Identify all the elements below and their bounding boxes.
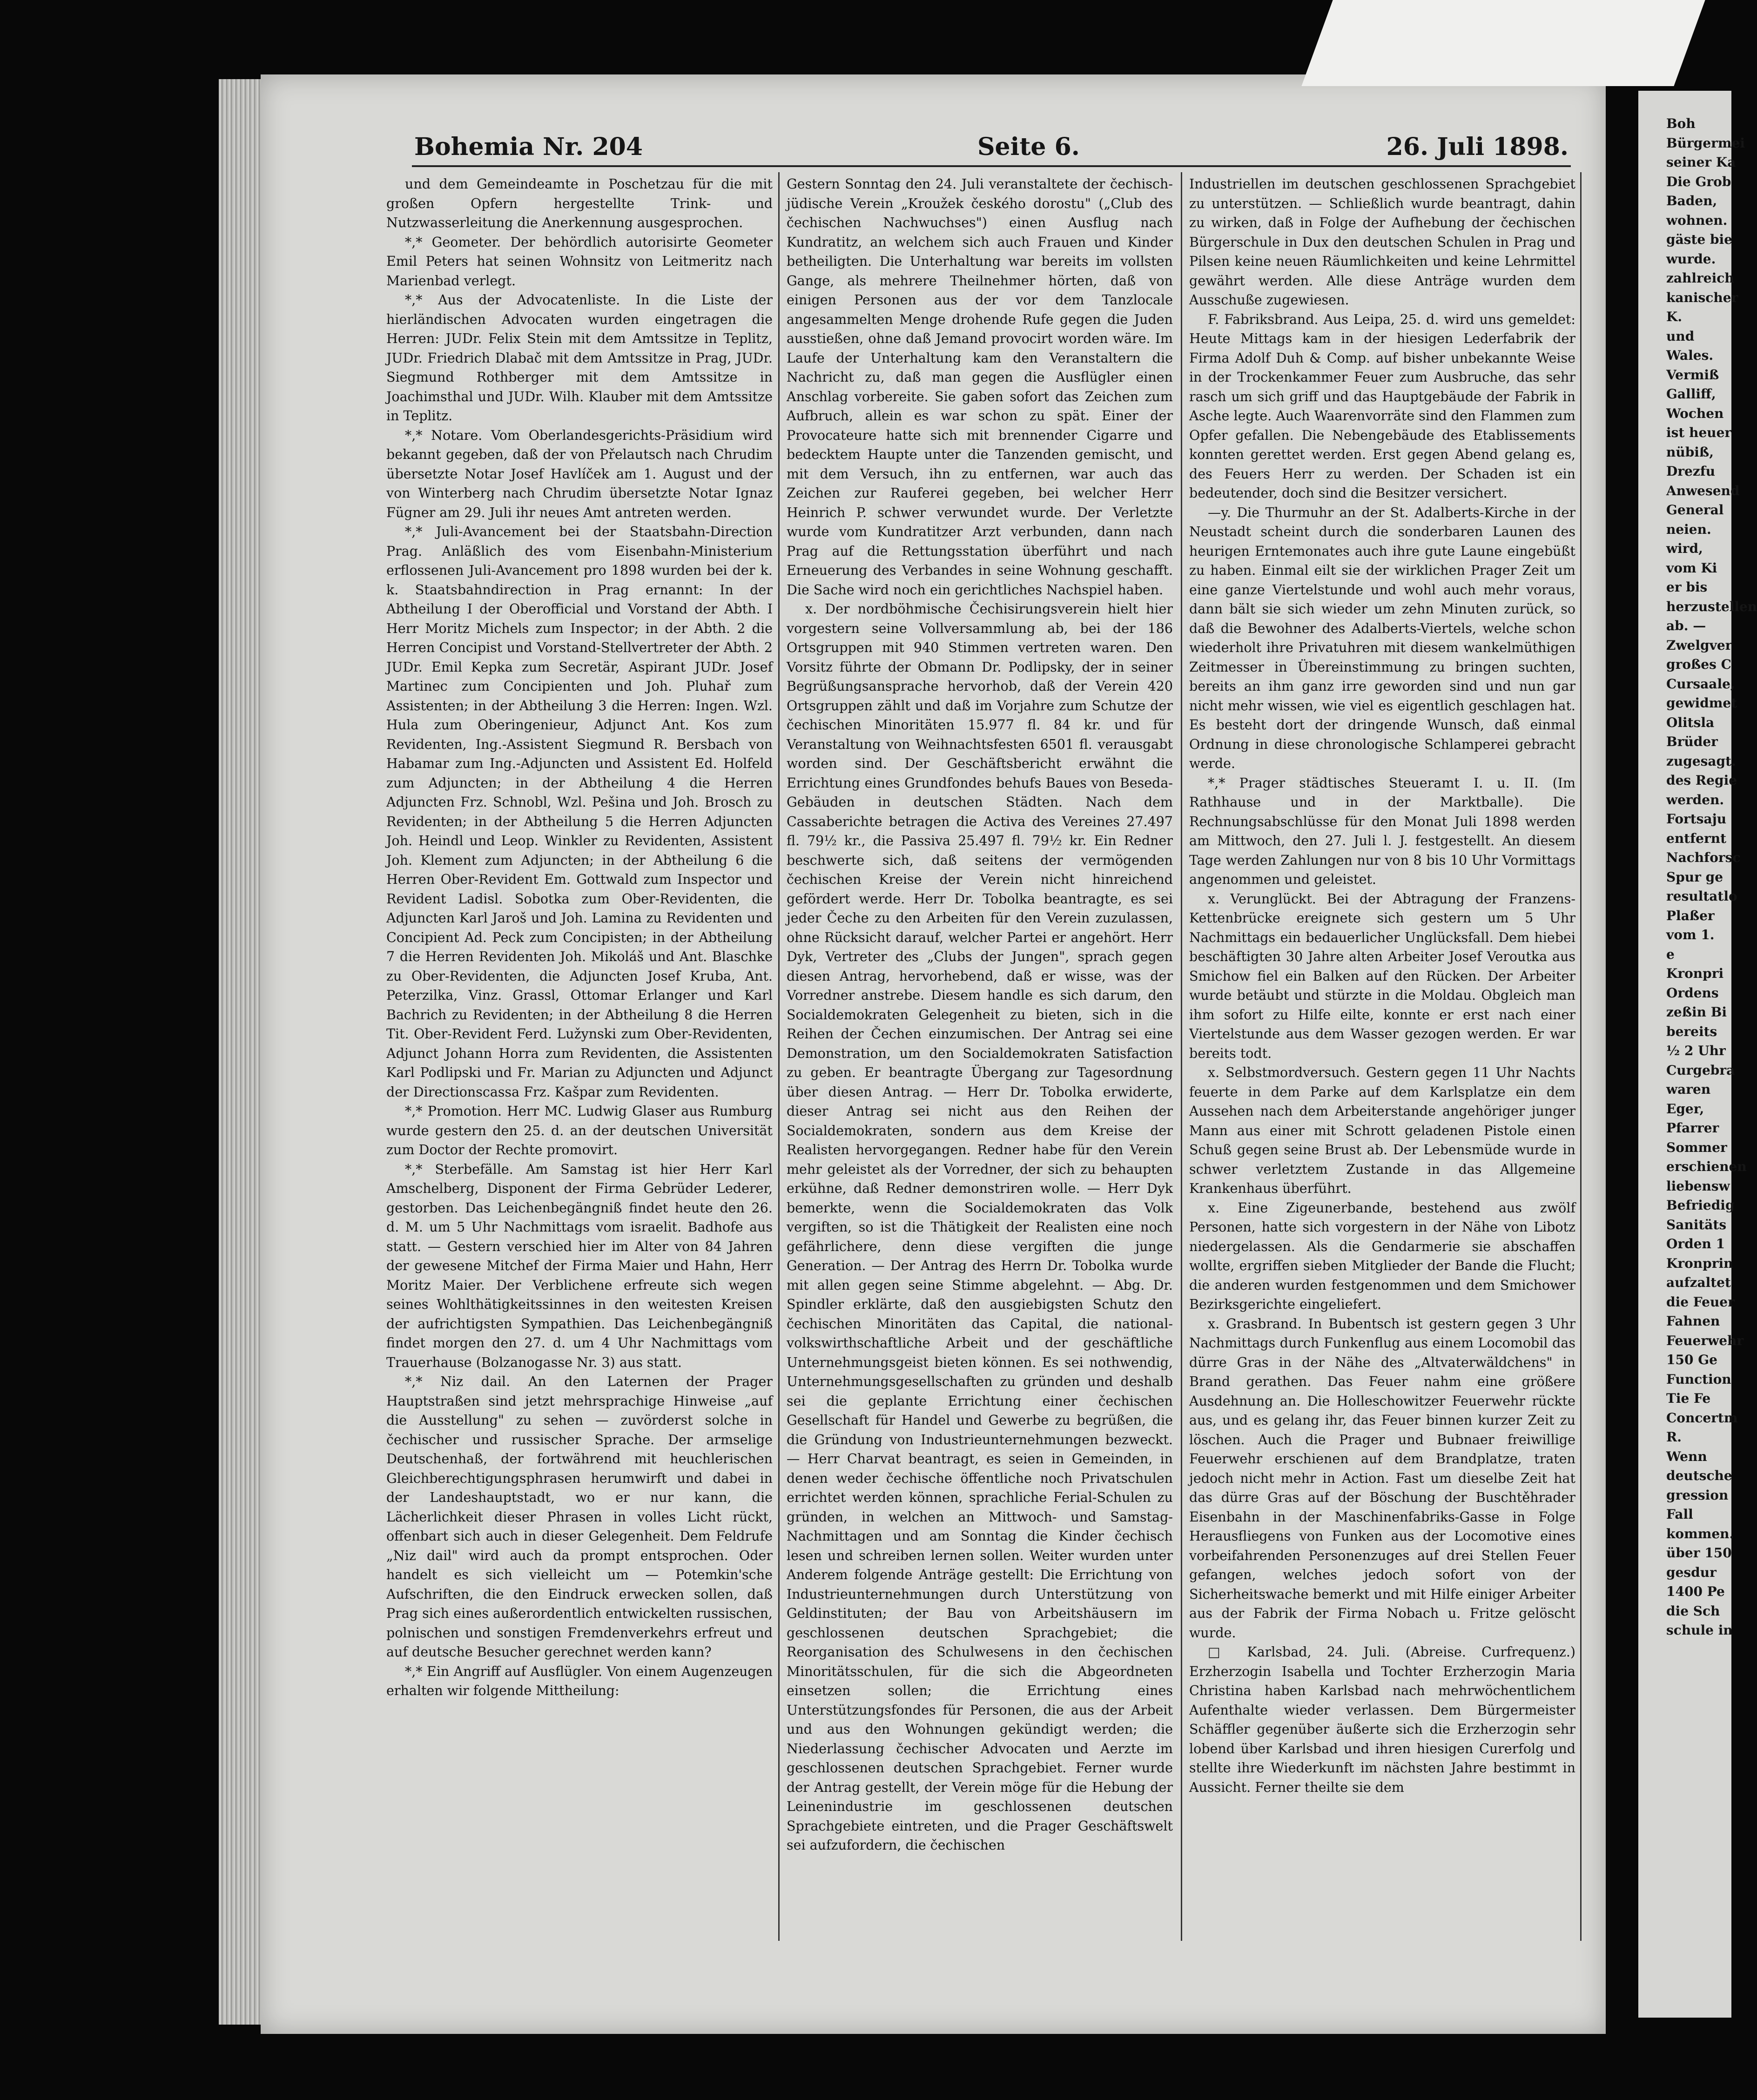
- article-paragraph: *,* Promotion. Herr MC. Ludwig Glaser aus Rumburg wurde gestern den 25. d. an der deutschen Universität zum Doctor der Rechte promovirt.: [386, 1104, 773, 1158]
- facing-page-line: resultatlo: [1666, 888, 1737, 904]
- facing-page-line: Nachforsc: [1666, 850, 1741, 865]
- facing-page-line: e: [1666, 946, 1675, 962]
- facing-page-line: Die Grob: [1666, 174, 1731, 189]
- article-paragraph: *,* Aus der Advocatenliste. In die Liste der hierländischen Advocaten wurden eingetragen die Herren: JUDr. Felix Stein mit dem Amtssitze in Teplitz, JUDr. Friedrich Dlabač mit dem Amtssitze in Prag, JUDr. Siegmund Rothberger mit dem Amtssitze in Joachimsthal und JUDr. Wilh. Klauber mit dem Amtssitze in Teplitz.: [386, 292, 773, 424]
- facing-page-line: Brüder: [1666, 734, 1718, 749]
- facing-page-line: Sommer: [1666, 1139, 1727, 1155]
- facing-page-line: Tie Fe: [1666, 1391, 1711, 1406]
- column-3: [1189, 175, 1575, 1934]
- facing-page-line: wurde.: [1666, 251, 1716, 267]
- header-rule: [412, 165, 1571, 167]
- facing-page-line: herzustellen: [1666, 599, 1757, 614]
- facing-page-line: Kronprin: [1666, 1255, 1733, 1271]
- article-paragraph: —y. Die Thurmuhr an der St. Adalberts-Kirche in der Neustadt scheint durch die sonderbaren Launen des heurigen Erntemonates auch ihre gute Laune eingebüßt zu haben. Einmal eilt sie der wirklichen Prager Zeit um eine ganze Viertelstunde und wohl auch mehr voraus, dann bält sie sich wieder um zehn Minuten zurück, so daß die Bewohner des Adalberts-Viertels, welche schon wiederholt ihre Privatuhren mit diesem wankelmüthigen Zeitmesser in Übereinstimmung zu bringen suchten, bereits an ihm ganz irre geworden sind und nun gar nicht mehr wissen, wie viel es eigentlich geschlagen hat. Es besteht dort der dringende Wunsch, daß einmal Ordnung in diese chronologische Schlamperei gebracht werde.: [1189, 505, 1575, 771]
- facing-page-line: über 150: [1666, 1545, 1732, 1561]
- column-2: [787, 175, 1173, 1934]
- facing-page-line: seiner Ka: [1666, 155, 1736, 170]
- facing-page-line: 1400 Pe: [1666, 1584, 1725, 1599]
- facing-page-line: bereits: [1666, 1023, 1717, 1039]
- facing-page-line: nübiß,: [1666, 444, 1714, 460]
- facing-page-line: wohnen.: [1666, 212, 1728, 228]
- article-paragraph: und dem Gemeindeamte in Poschetzau für die mit großen Opfern hergestellte Trink- und Nutzwasserleitung die Anerkennung ausgesprochen.: [386, 176, 773, 230]
- facing-page-line: Kronpri: [1666, 966, 1724, 981]
- facing-page-line: Drezfu: [1666, 464, 1716, 479]
- facing-page-line: Olitsla: [1666, 714, 1715, 730]
- article-paragraph: *,* Juli-Avancement bei der Staatsbahn-Direction Prag. Anläßlich des vom Eisenbahn-Ministerium erflossenen Juli-Avancement pro 1898 wurden bei der k. k. Staatsbahndirection in Prag ernannt: In der Abtheilung I der Oberofficial und Vorstand der Abth. I Herr Moritz Michels zum Inspector; in der Abth. 2 die Herren Concipist und Vorstand-Stellvertreter der Abth. 2 JUDr. Emil Kepka zum Secretär, Aspirant JUDr. Josef Martinec zum Concipienten und Joh. Pluhař zum Assistenten; in der Abtheilung 3 die Herren: Ingen. Wzl. Hula zum Oberingenieur, Adjunct Ant. Kos zum Revidenten, Ing.-Assistent Siegmund R. Bersbach von Habamar zum Ing.-Adjuncten und Assistent Ed. Holfeld zum Adjuncten; in der Abtheilung 4 die Herren Adjuncten Frz. Schnobl, Wzl. Pešina und Joh. Brosch zu Revidenten; in der Abtheilung 5 die Herren Adjuncten Joh. Heindl und Leop. Winkler zu Revidenten, Assistent Joh. Klement zum Adjuncten; in der Abtheilung 6 die Herren Ober-Revident Em. Gottwald zum Inspector und Revident Ladisl. Sobotka zum Ober-Revidenten, die Adjuncten Karl Jaroš und Joh. Lamina zu Revidenten und Concipient Ad. Peck zum Concipisten; in der Abtheilung 7 die Herren Revidenten Joh. Mikoláš und Ant. Blaschke zu Ober-Revidenten, die Adjuncten Josef Kruba, Ant. Peterzilka, Vinz. Grassl, Ottomar Erlanger und Karl Bachrich zu Revidenten; in der Abtheilung 8 die Herren Tit. Ober-Revident Ferd. Lužynski zum Ober-Revidenten, Adjunct Johann Horra zum Revidenten, die Assistenten Karl Podlipski und Fr. Marian zu Adjuncten und Adjunct der Directionscassa Frz. Kašpar zum Revidenten.: [386, 524, 773, 1100]
- issue-date: 26. Juli 1898.: [1386, 133, 1569, 161]
- facing-page-line: er bis: [1666, 579, 1708, 595]
- facing-page-line: Sanitäts: [1666, 1217, 1727, 1232]
- facing-page-line: wird,: [1666, 541, 1703, 556]
- facing-page-line: ist heuer: [1666, 425, 1732, 440]
- facing-page-line: liebensw: [1666, 1178, 1730, 1194]
- facing-page-line: Wochen: [1666, 405, 1724, 421]
- facing-page-line: Boh: [1666, 116, 1696, 131]
- facing-page-line: zahlreich: [1666, 270, 1734, 286]
- article-paragraph: Gestern Sonntag den 24. Juli veranstaltete der čechisch-jüdische Verein „Kroužek českého dorostu" („Club des čechischen Nachwuchses") einen Ausflug nach Kundratitz, an welchem sich auch Frauen und Kinder betheiligten. Die Unterhaltung war bereits im vollsten Gange, als mehrere Theilnehmer hörten, daß von einigen Personen aus der vor dem Tanzlocale angesammelten Menge drohende Rufe gegen die Juden ausstießen, ohne daß Jemand provocirt worden wäre. Im Laufe der Unterhaltung kam den Veranstaltern die Nachricht zu, daß man gegen die Ausflügler einen Anschlag vorbereite. Sie gaben sofort das Zeichen zum Aufbruch, allein es war schon zu spät. Einer der Provocateure hatte sich mit brennender Cigarre und bedecktem Haupte unter die Tanzenden gemischt, und mit dem Versuch, ihn zu entfernen, war auch das Zeichen zur Rauferei gegeben, bei welcher Herr Heinrich P. schwer verwundet wurde. Der Verletzte wurde vom Kundratitzer Arzt verbunden, dann nach Prag auf die Rettungsstation überführt und nach Erneuerung des Verbandes in seine Wohnung geschafft. Die Sache wird noch ein gerichtliches Nachspiel haben.: [787, 176, 1173, 598]
- article-paragraph: F. Fabriksbrand. Aus Leipa, 25. d. wird uns gemeldet: Heute Mittags kam in der hiesigen Lederfabrik der Firma Adolf Duh & Comp. auf bisher unbekannte Weise in der Trockenkammer Feuer zum Ausbruche, das sehr rasch um sich griff und das Hauptgebäude der Fabrik in Asche legte. Auch Waarenvorräte sind den Flammen zum Opfer gefallen. Die Nebengebäude des Etablissements konnten gerettet werden. Erst gegen Abend gelang es, des Feuers Herr zu werden. Der Schaden ist ein bedeutender, doch sind die Besitzer versichert.: [1189, 311, 1575, 501]
- facing-page-line: Wenn: [1666, 1448, 1707, 1464]
- facing-page-line: zeßin Bi: [1666, 1004, 1727, 1020]
- facing-page-line: Fall: [1666, 1507, 1693, 1522]
- article-paragraph: *,* Niz dail. An den Laternen der Prager Hauptstraßen sind jetzt mehrsprachige Hinweise „auf die Ausstellung" zu sehen — zuvörderst solche in čechischer und russischer Sprache. Der armselige Deutschenhaß, der fortwährend mit heuchlerischen Gleichberechtigungsphrasen herumwirft und dabei in der Landeshauptstadt, wo er nur kann, die Lächerlichkeit dieser Phrasen in volles Licht rückt, offenbart sich auch in dieser Gelegenheit. Dem Feldrufe „Niz dail" wird auch da prompt entsprochen. Oder handelt es sich vielleicht um — Potemkin'sche Aufschriften, die den Eindruck erwecken sollen, daß Prag sich eines außerordentlich entwickelten russischen, polnischen und sonstigen Fremdenverkehrs erfreut und auf deutsche Besucher gerechnet werden kann?: [386, 1374, 773, 1660]
- column-divider: [1580, 172, 1582, 1941]
- facing-page-line: entfernt: [1666, 830, 1727, 846]
- facing-page-line: vom Ki: [1666, 560, 1717, 576]
- facing-page-line: kanischer: [1666, 289, 1738, 305]
- facing-page-line: Ordens: [1666, 985, 1719, 1001]
- facing-page-line: vom 1.: [1666, 927, 1715, 942]
- facing-page-line: Pfarrer: [1666, 1120, 1719, 1136]
- facing-page-line: gesdur: [1666, 1564, 1717, 1580]
- article-paragraph: *,* Ein Angriff auf Ausflügler. Von einem Augenzeugen erhalten wir folgende Mittheilung:: [386, 1663, 773, 1698]
- column-1: [386, 175, 773, 1934]
- page-number: Seite 6.: [977, 133, 1080, 161]
- facing-page-line: General: [1666, 502, 1724, 518]
- facing-page-line: 150 Ge: [1666, 1352, 1717, 1367]
- facing-page-line: K.: [1666, 309, 1683, 324]
- facing-page-line: Orden 1: [1666, 1236, 1725, 1252]
- article-paragraph: x. Eine Zigeunerbande, bestehend aus zwölf Personen, hatte sich vorgestern in der Nähe von Libotz niedergelassen. Als die Gendarmerie sie abschaffen wollte, ergriffen sieben Mitglieder der Bande die Flucht; die anderen wurden festgenommen und dem Smichower Bezirksgerichte eingeliefert.: [1189, 1200, 1575, 1312]
- facing-page-line: Vermiß: [1666, 367, 1719, 383]
- column-divider: [778, 172, 780, 1941]
- facing-page-fragments: [1666, 114, 1757, 1640]
- facing-page-line: Concertm: [1666, 1410, 1738, 1426]
- facing-page-line: Spur ge: [1666, 869, 1723, 885]
- facing-page-line: Anwesend: [1666, 483, 1740, 498]
- facing-page-line: kommen.: [1666, 1526, 1734, 1541]
- article-paragraph: *,* Geometer. Der behördlich autorisirte Geometer Emil Peters hat seinen Wohnsitz von Leitmeritz nach Marienbad verlegt.: [386, 234, 773, 289]
- facing-page-line: des Regie: [1666, 773, 1737, 788]
- facing-page-line: R.: [1666, 1429, 1682, 1445]
- facing-page-line: aufzaltet: [1666, 1275, 1731, 1290]
- facing-page-line: werden.: [1666, 792, 1724, 808]
- book-edge: [219, 79, 265, 2025]
- facing-page-line: Befriedig: [1666, 1198, 1735, 1213]
- facing-page-line: Fahnen: [1666, 1313, 1720, 1329]
- facing-page-line: ½ 2 Uhr: [1666, 1043, 1726, 1058]
- article-paragraph: x. Verunglückt. Bei der Abtragung der Franzens-Kettenbrücke ereignete sich gestern um 5 Uhr Nachmittags ein bedauerlicher Unglücksfall. Dem hiebei beschäftigten 30 Jahre alten Arbeiter Josef Veroutka aus Smichow fiel ein Balken auf den Rücken. Der Arbeiter wurde betäubt und stürzte in die Moldau. Obgleich man ihm sofort zu Hilfe eilte, konnte er erst nach einer Viertelstunde aus dem Wasser gezogen werden. Er war bereits todt.: [1189, 891, 1575, 1061]
- facing-page-line: Zwelgver: [1666, 637, 1732, 653]
- article-paragraph: x. Selbstmordversuch. Gestern gegen 11 Uhr Nachts feuerte in dem Parke auf dem Karlsplatze ein dem Aussehen nach dem Arbeiterstande angehöriger junger Mann aus einer mit Schrott geladenen Pistole einen Schuß gegen seine Brust ab. Der Lebensmüde wurde in schwer verletztem Zustande in das Allgemeine Krankenhaus überführt.: [1189, 1065, 1575, 1196]
- article-paragraph: *,* Notare. Vom Oberlandesgerichts-Präsidium wird bekannt gegeben, daß der von Přelautsch nach Chrudim übersetzte Notar Josef Havlíček am 1. August und der von Winterberg nach Chrudim übersetzte Notar Ignaz Fügner am 29. Juli ihr neues Amt antreten werden.: [386, 427, 773, 520]
- article-paragraph: □ Karlsbad, 24. Juli. (Abreise. Curfrequenz.) Erzherzogin Isabella und Tochter Erzherzogin Maria Christina haben Karlsbad nach mehrwöchentlichem Aufenthalte wieder verlassen. Dem Bürgermeister Schäffler gegenüber äußerte sich die Erzherzogin sehr lobend über Karlsbad und ihren hiesigen Curerfolg und stellte ihre Wiederkunft im nächsten Jahre bestimmt in Aussicht. Ferner theilte sie dem: [1189, 1644, 1575, 1795]
- facing-page-line: die Feuer: [1666, 1294, 1735, 1310]
- facing-page-line: Feuerwehr: [1666, 1333, 1744, 1348]
- facing-page-line: großes C: [1666, 657, 1731, 672]
- facing-page-line: waren: [1666, 1082, 1711, 1097]
- facing-page-line: Plaßer: [1666, 908, 1715, 923]
- masthead-title: Bohemia Nr. 204: [414, 133, 643, 161]
- column-divider: [1181, 172, 1182, 1941]
- facing-page-line: zugesagt.: [1666, 753, 1736, 769]
- facing-page-line: gewidmet: [1666, 695, 1737, 711]
- facing-page-line: Cursaale,: [1666, 676, 1735, 692]
- facing-page-line: schule in: [1666, 1622, 1733, 1638]
- facing-page-line: Baden,: [1666, 193, 1717, 209]
- article-paragraph: x. Der nordböhmische Čechisirungsverein hielt hier vorgestern seine Vollversammlung ab, bei der 186 Ortsgruppen mit 940 Stimmen vertreten waren. Den Vorsitz führte der Obmann Dr. Podlipsky, der in seiner Begrüßungsansprache hervorhob, daß der Verein 420 Ortsgruppen zählt und daß im Vorjahre zum Schutze der čechischen Minoritäten 15.977 fl. 84 kr. und für Veranstaltung von Weihnachtsfesten 6501 fl. verausgabt worden sind. Der Geschäftsbericht erwähnt die Errichtung eines Grundfondes behufs Baues von Beseda-Gebäuden in deutschen Städten. Nach dem Cassaberichte betragen die Activa des Vereines 27.497 fl. 79½ kr., die Passiva 25.497 fl. 79½ kr. Ein Redner beschwerte sich, daß seitens der vermögenden čechischen Kreise der Verein nicht hinreichend gefördert werde. Herr Dr. Tobolka beantragte, es sei jeder Čeche zu den Arbeiten für den Verein zuzulassen, ohne Rücksicht darauf, welcher Partei er angehört. Herr Dyk, Vertreter des „Clubs der Jungen", sprach gegen diesen Antrag, hervorhebend, daß er wisse, was der Vorredner anstrebe. Diesem handle es sich darum, den Socialdemokraten Gelegenheit zu bieten, sich in die Reihen der Čechen einzumischen. Der Antrag sei eine Demonstration, um den Socialdemokraten Satisfaction zu geben. Er beantragte Übergang zur Tagesordnung über diesen Antrag. — Herr Dr. Tobolka erwiderte, dieser Antrag sei nicht aus den Reihen der Socialdemokraten, sondern aus dem Kreise der Realisten hervorgegangen. Redner habe für den Verein mehr geleistet als der Vorredner, der sich zu behaupten erkühne, daß Redner demonstriren wolle. — Herr Dyk bemerkte, wenn die Socialdemokraten das Volk vergiften, so ist die Thätigkeit der Realisten eine noch gefährlichere, denn diese vergiften die junge Generation. — Der Antrag des Herrn Dr. Tobolka wurde mit allen gegen seine Stimme abgelehnt. — Abg. Dr. Spindler erklärte, daß den ausgiebigsten Schutz den čechischen Minoritäten das Capital, die national-volkswirthschaftliche Arbeit und der geschäftliche Unternehmungsgeist bieten können. Es sei nothwendig, Unternehmungsgesellschaften zu gründen und deshalb sei die geplante Errichtung einer čechischen Gesellschaft für Handel und Gewerbe zu begrüßen, die die Gründung von Industrieunternehmungen bezweckt. — Herr Charvat beantragt, es seien in Gemeinden, in denen weder čechische öffentliche noch Privatschulen errichtet werden können, sprachliche Ferial-Schulen zu gründen, in welchen an Mittwoch- und Samstag-Nachmittagen und am Sonntag die Kinder čechisch lesen und schreiben lernen sollen. Weiter wurden unter Anderem folgende Anträge gestellt: Die Errichtung von Industrieunternehmungen durch Unterstützung von Geldinstituten; der Bau von Arbeitshäusern im geschlossenen deutschen Sprachgebiet; die Reorganisation des Schulwesens in den čechischen Minoritätsschulen, für die sich die Abgeordneten einsetzen sollen; die Errichtung eines Unterstützungsfondes für Personen, die aus der Arbeit und aus den Wohnungen gekündigt werden; die Niederlassung čechischer Advocaten und Aerzte im geschlossenen deutschen Sprachgebiet. Ferner wurde der Antrag gestellt, der Verein möge für die Hebung der Leinenindustrie im geschlossenen deutschen Sprachgebiete eintreten, und die Prager Geschäftswelt sei aufzufordern, die čechischen: [787, 601, 1173, 1853]
- facing-page-line: Curgebra: [1666, 1062, 1735, 1078]
- article-paragraph: *,* Sterbefälle. Am Samstag ist hier Herr Karl Amschelberg, Disponent der Firma Gebrüder Lederer, gestorben. Das Leichenbegängniß findet heute den 26. d. M. um 5 Uhr Nachmittags vom israelit. Badhofe aus statt. — Gestern verschied hier im Alter von 84 Jahren der gewesene Mitchef der Firma Maier und Hahn, Herr Moritz Maier. Der Verblichene erfreute sich wegen seines Wohlthätigkeitssinnes in den weitesten Kreisen der aufrichtigsten Sympathien. Das Leichenbegängniß findet morgen den 27. d. um 4 Uhr Nachmittags vom Trauerhause (Bolzanogasse Nr. 3) aus statt.: [386, 1161, 773, 1370]
- article-paragraph: *,* Prager städtisches Steueramt I. u. II. (Im Rathhause und in der Marktballe). Die Rechnungsabschlüsse für den Monat Juli 1898 werden am Mittwoch, den 27. Juli l. J. festgestellt. An diesem Tage werden Zahlungen nur von 8 bis 10 Uhr Vormittags angenommen und geleistet.: [1189, 775, 1575, 887]
- article-paragraph: x. Grasbrand. In Bubentsch ist gestern gegen 3 Uhr Nachmittags durch Funkenflug aus einem Locomobil das dürre Gras in der Nähe des „Altvaterwäldchens" in Brand gerathen. Das Feuer nahm eine größere Ausdehnung an. Die Holleschowitzer Feuerwehr rückte aus, und es gelang ihr, das Feuer binnen kurzer Zeit zu löschen. Auch die Prager und Bubnaer freiwillige Feuerwehr erschienen auf dem Brandplatze, traten jedoch nicht mehr in Action. Fast um dieselbe Zeit hat das dürre Gras auf der Böschung der Buschtěhrader Eisenbahn in der Maschinenfabriks-Gasse in Folge Herausfliegens von Funken aus der Locomotive eines vorbeifahrenden Personenzuges auf drei Stellen Feuer gefangen, welches jedoch sofort von der Sicherheitswache bemerkt und mit Hilfe einiger Arbeiter aus der Fabrik der Firma Nobach u. Fritze gelöscht wurde.: [1189, 1316, 1575, 1641]
- facing-page-line: deutsche: [1666, 1468, 1732, 1483]
- facing-page-line: ab. —: [1666, 618, 1706, 633]
- facing-page-line: gression: [1666, 1487, 1729, 1503]
- facing-page-line: erschienen: [1666, 1159, 1747, 1174]
- page-header: [414, 133, 1569, 165]
- facing-page-line: Wales.: [1666, 348, 1714, 363]
- facing-page-line: Fortsaju: [1666, 811, 1727, 827]
- facing-page-line: neien.: [1666, 521, 1711, 537]
- facing-page-line: Galliff,: [1666, 386, 1716, 402]
- facing-page-line: Bürgermei: [1666, 135, 1745, 151]
- facing-page-line: und: [1666, 328, 1695, 344]
- facing-page-line: die Sch: [1666, 1603, 1720, 1619]
- facing-page-line: Function: [1666, 1371, 1731, 1387]
- facing-page-line: gäste bie: [1666, 232, 1733, 247]
- facing-page-line: Eger,: [1666, 1101, 1704, 1117]
- paper-tab: [1301, 0, 1705, 86]
- article-paragraph: Industriellen im deutschen geschlossenen Sprachgebiet zu unterstützen. — Schließlich wurde beantragt, dahin zu wirken, daß in Folge der Aufhebung der čechischen Bürgerschule in Dux den deutschen Schulen in Prag und Pilsen keine neuen Räumlichkeiten und keine Lehrmittel gewährt werden. Alle diese Anträge wurden dem Ausschuße zugewiesen.: [1189, 176, 1575, 308]
